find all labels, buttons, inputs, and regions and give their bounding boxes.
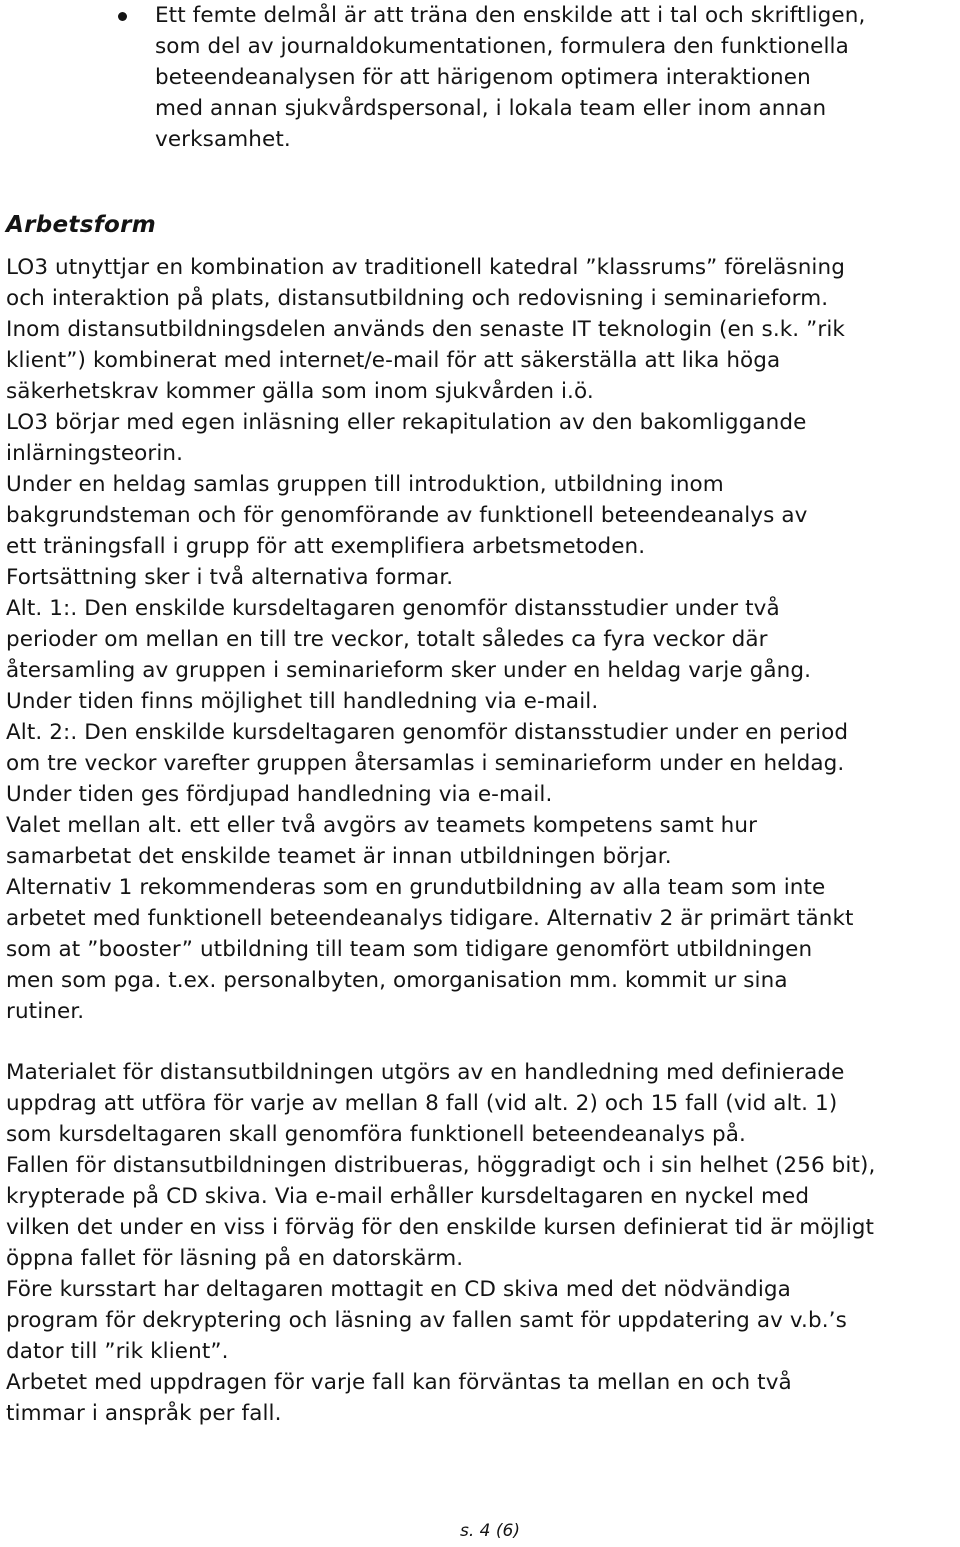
page-number: s. 4 (6): [460, 1521, 520, 1541]
text-line: perioder om mellan en till tre veckor, totalt således ca fyra veckor där: [6, 627, 768, 652]
text-line: LO3 börjar med egen inläsning eller rekapitulation av den bakomliggande: [6, 410, 807, 435]
text-line: Alt. 2:. Den enskilde kursdeltagaren genomför distansstudier under en period: [6, 720, 849, 745]
text-line: som kursdeltagaren skall genomföra funktionell beteendeanalys på.: [6, 1122, 746, 1147]
text-line: som del av journaldokumentationen, formulera den funktionella: [155, 34, 849, 59]
text-line: Valet mellan alt. ett eller två avgörs av teamets kompetens samt hur: [6, 813, 758, 838]
text-line: LO3 utnyttjar en kombination av traditionell katedral ”klassrums” föreläsning: [6, 255, 845, 280]
text-line: Under tiden ges fördjupad handledning via e-mail.: [6, 782, 553, 807]
text-line: krypterade på CD skiva. Via e-mail erhåller kursdeltagaren en nyckel med: [6, 1184, 810, 1209]
text-line: uppdrag att utföra för varje av mellan 8 fall (vid alt. 2) och 15 fall (vid alt. 1): [6, 1091, 838, 1116]
text-line: säkerhetskrav kommer gälla som inom sjukvården i.ö.: [6, 379, 594, 404]
text-line: bakgrundsteman och för genomförande av funktionell beteendeanalys av: [6, 503, 808, 528]
text-line: Under tiden finns möjlighet till handledning via e-mail.: [6, 689, 599, 714]
section-body-second: [6, 1057, 958, 1429]
bullet-marker: [118, 12, 127, 21]
text-line: Alternativ 1 rekommenderas som en grundutbildning av alla team som inte: [6, 875, 826, 900]
bullet-paragraph: [155, 0, 955, 155]
text-line: inlärningsteorin.: [6, 441, 184, 466]
text-line: Alt. 1:. Den enskilde kursdeltagaren genomför distansstudier under två: [6, 596, 780, 621]
text-line: och interaktion på plats, distansutbildning och redovisning i seminarieform.: [6, 286, 829, 311]
text-line: beteendeanalysen för att härigenom optimera interaktionen: [155, 65, 811, 90]
text-line: Fortsättning sker i två alternativa formar.: [6, 565, 454, 590]
section-body-first: [6, 252, 958, 1027]
text-line: öppna fallet för läsning på en datorskärm.: [6, 1246, 464, 1271]
text-line: samarbetat det enskilde teamet är innan utbildningen börjar.: [6, 844, 672, 869]
section-heading: Arbetsform: [6, 212, 157, 238]
text-line: klient”) kombinerat med internet/e-mail för att säkerställa att lika höga: [6, 348, 781, 373]
text-line: Ett femte delmål är att träna den enskilde att i tal och skriftligen,: [155, 3, 866, 28]
text-line: program för dekryptering och läsning av fallen samt för uppdatering av v.b.’s: [6, 1308, 847, 1333]
text-line: men som pga. t.ex. personalbyten, omorganisation mm. kommit ur sina: [6, 968, 788, 993]
text-line: återsamling av gruppen i seminarieform sker under en heldag varje gång.: [6, 658, 812, 683]
text-line: verksamhet.: [155, 127, 291, 152]
text-line: som at ”booster” utbildning till team som tidigare genomfört utbildningen: [6, 937, 813, 962]
text-line: arbetet med funktionell beteendeanalys tidigare. Alternativ 2 är primärt tänkt: [6, 906, 854, 931]
text-line: dator till ”rik klient”.: [6, 1339, 229, 1364]
text-line: Fallen för distansutbildningen distribueras, höggradigt och i sin helhet (256 bit),: [6, 1153, 876, 1178]
text-line: Inom distansutbildningsdelen används den senaste IT teknologin (en s.k. ”rik: [6, 317, 845, 342]
text-line: Arbetet med uppdragen för varje fall kan förväntas ta mellan en och två: [6, 1370, 792, 1395]
text-line: Under en heldag samlas gruppen till introduktion, utbildning inom: [6, 472, 724, 497]
text-line: rutiner.: [6, 999, 85, 1024]
text-line: om tre veckor varefter gruppen återsamlas i seminarieform under en heldag.: [6, 751, 845, 776]
text-line: vilken det under en viss i förväg för den enskilde kursen definierat tid är möjligt: [6, 1215, 875, 1240]
text-line: Före kursstart har deltagaren mottagit en CD skiva med det nödvändiga: [6, 1277, 791, 1302]
text-line: timmar i anspråk per fall.: [6, 1401, 282, 1426]
text-line: ett träningsfall i grupp för att exemplifiera arbetsmetoden.: [6, 534, 646, 559]
text-line: med annan sjukvårdspersonal, i lokala team eller inom annan: [155, 96, 827, 121]
text-line: Materialet för distansutbildningen utgörs av en handledning med definierade: [6, 1060, 845, 1085]
